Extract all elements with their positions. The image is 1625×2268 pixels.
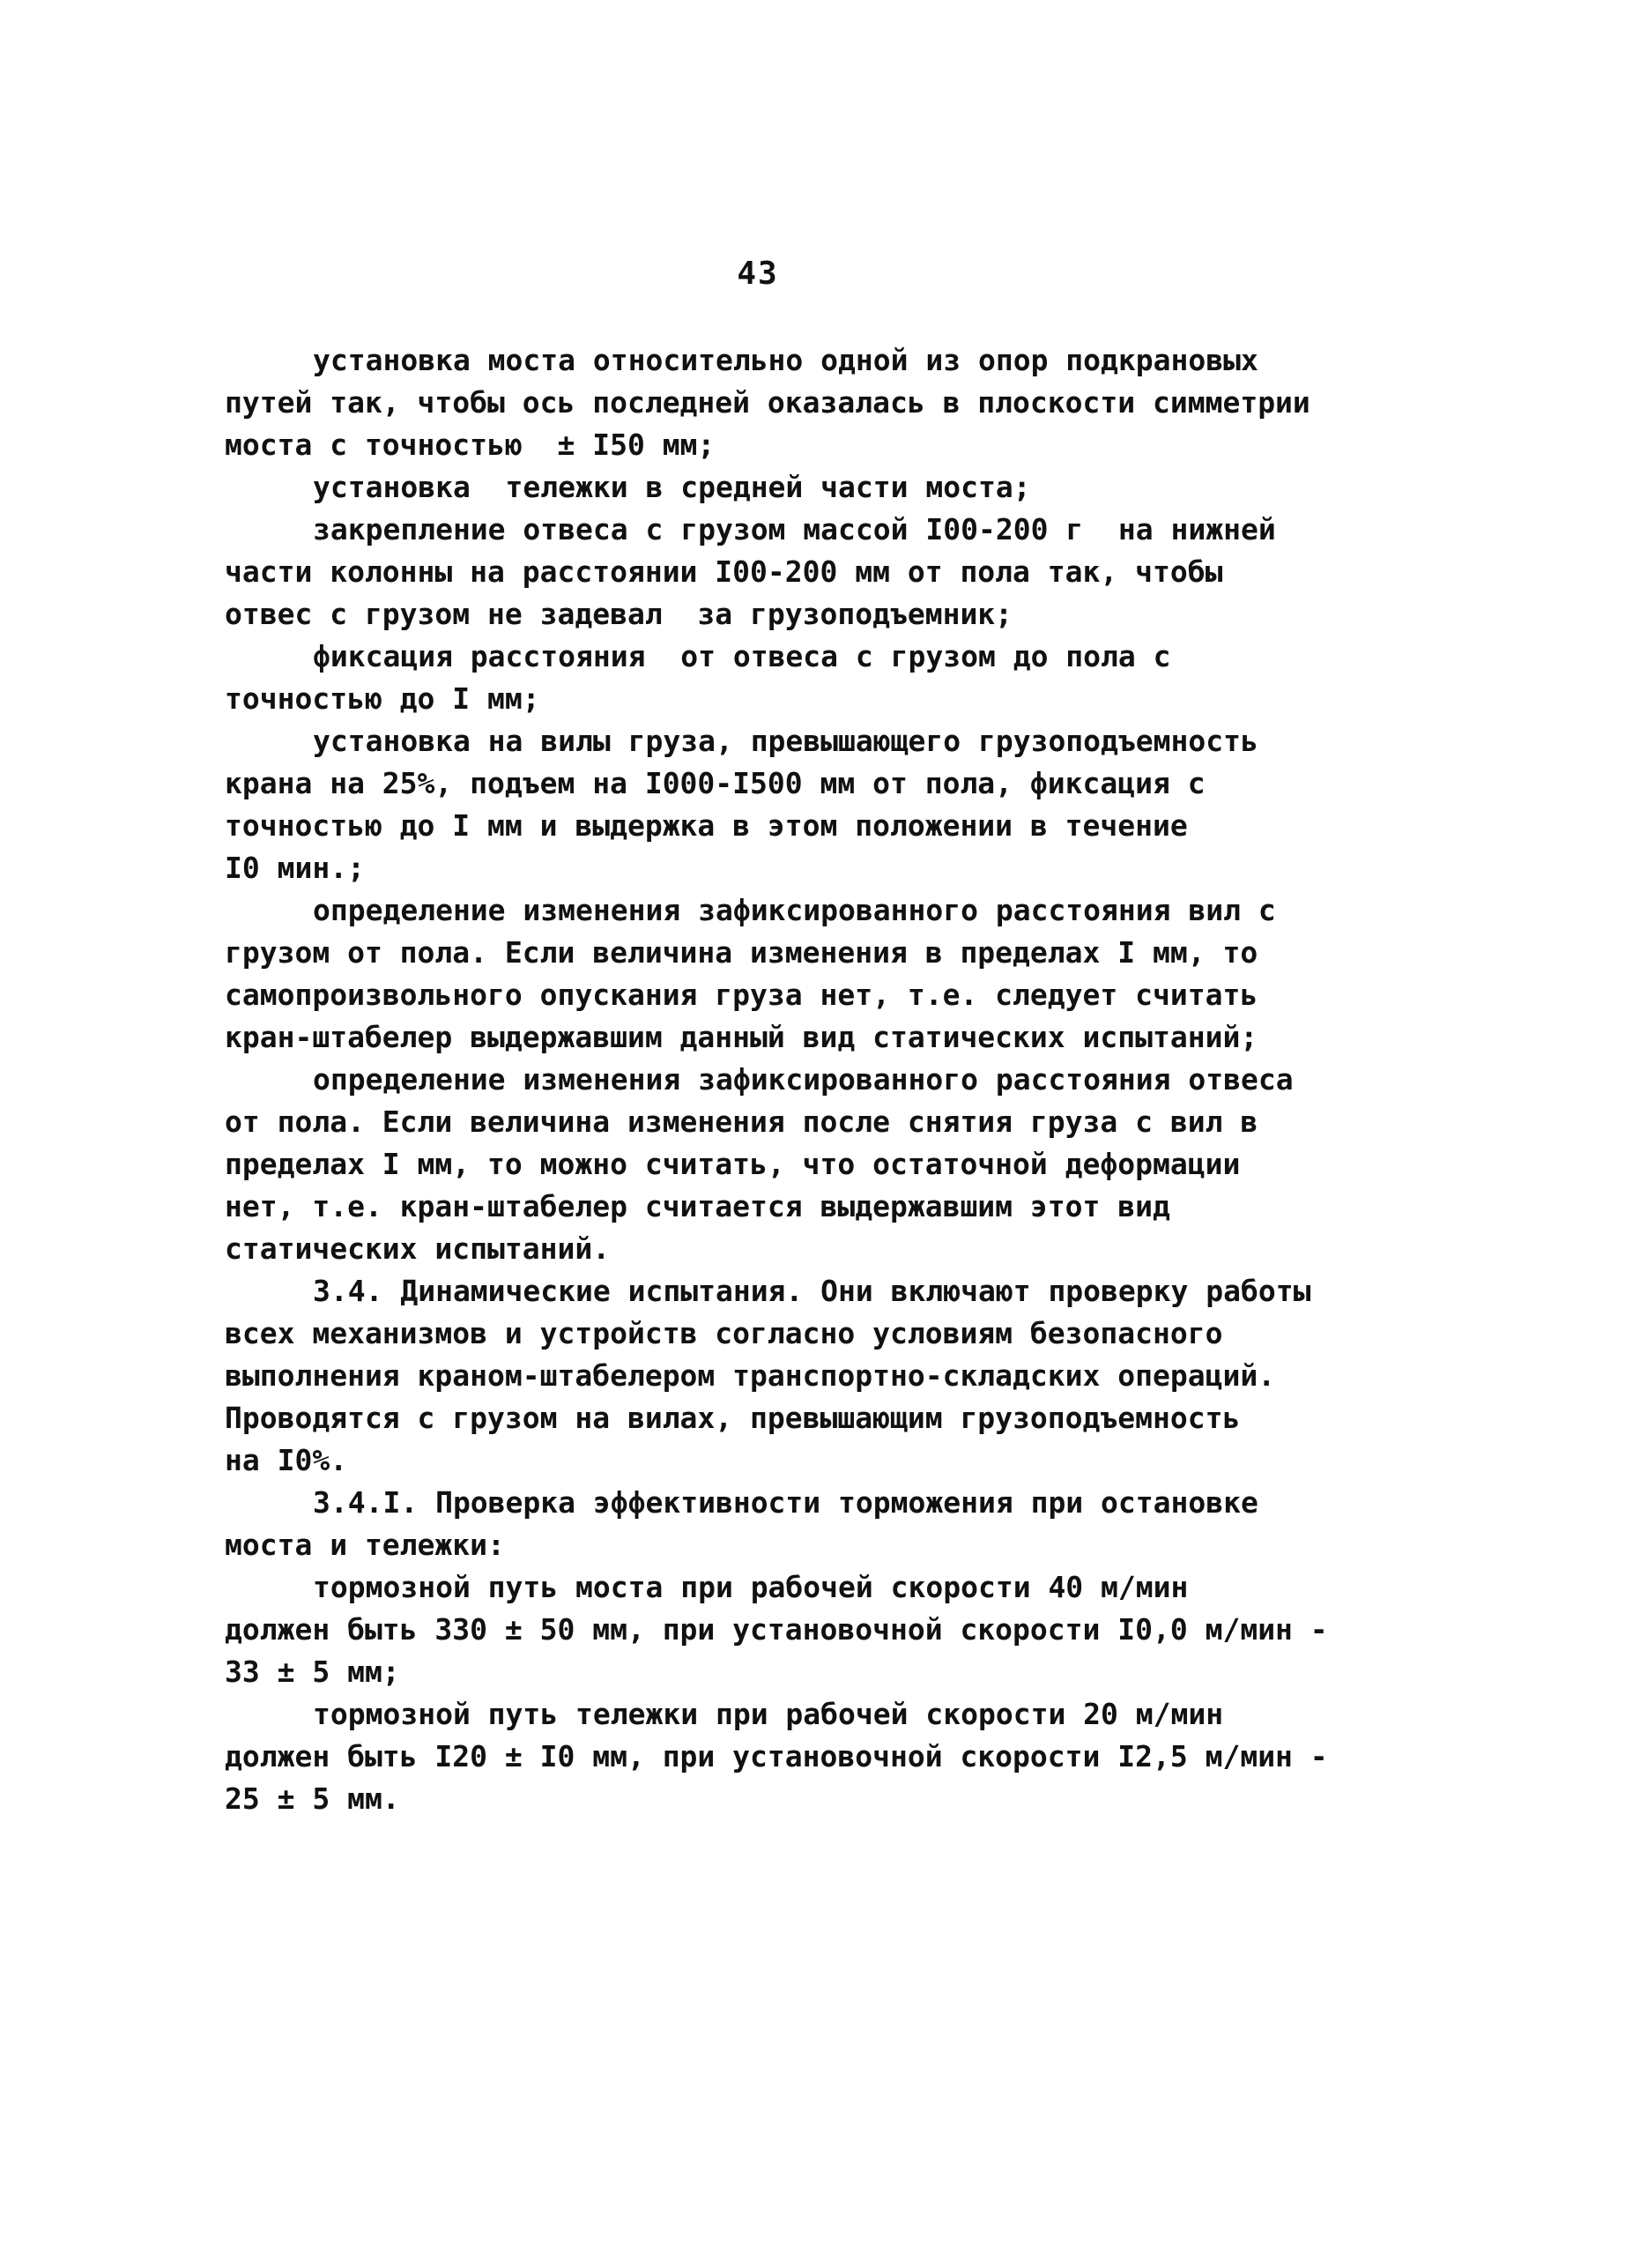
text-line: тормозной путь моста при рабочей скорости 40 м/мин [313,1570,1189,1604]
text-line: определение изменения зафиксированного расстояния вил с [313,893,1276,927]
text-line: фиксация расстояния от отвеса с грузом до пола с [313,639,1171,673]
text-line: нет, т.е. кран-штабелер считается выдержавшим этот вид [225,1189,1170,1223]
text-line: на I0%. [225,1443,348,1477]
text-line: статических испытаний. [225,1231,611,1266]
text-line: тормозной путь тележки при рабочей скорости 20 м/мин [313,1697,1224,1731]
text-line: выполнения краном-штабелером транспортно-складских операций. [225,1358,1276,1393]
text-line: установка моста относительно одной из опор подкрановых [313,343,1258,377]
text-line: 33 ± 5 мм; [225,1655,400,1689]
text-line: 3.4. Динамические испытания. Они включают проверку работы [313,1274,1311,1308]
text-line: грузом от пола. Если величина изменения в пределах I мм, то [225,935,1258,970]
text-line: I0 мин.; [225,851,365,885]
text-line: должен быть I20 ± I0 мм, при установочной скорости I2,5 м/мин - [225,1739,1328,1774]
text-line: всех механизмов и устройств согласно условиям безопасного [225,1316,1223,1350]
text-line: Проводятся с грузом на вилах, превышающим грузоподъемность [225,1401,1241,1435]
text-line: точностью до I мм и выдержка в этом положении в течение [225,808,1188,843]
text-line: отвес с грузом не задевал за грузоподъемник; [225,597,1013,631]
text-line: пределах I мм, то можно считать, что остаточной деформации [225,1147,1241,1181]
text-line: 3.4.I. Проверка эффективности торможения при остановке [313,1485,1258,1520]
text-line: моста и тележки: [225,1528,505,1562]
text-line: моста с точностью ± I50 мм; [225,428,716,462]
text-line: кран-штабелер выдержавшим данный вид статических испытаний; [225,1020,1258,1054]
text-line: путей так, чтобы ось последней оказалась в плоскости симметрии [225,385,1310,420]
text-line: установка на вилы груза, превышающего грузоподъемность [313,724,1258,758]
text-line: 25 ± 5 мм. [225,1781,400,1816]
text-line: точностью до I мм; [225,681,540,716]
text-line: части колонны на расстоянии I00-200 мм от пола так, чтобы [225,554,1223,589]
text-line: определение изменения зафиксированного расстояния отвеса [313,1062,1294,1097]
text-line: установка тележки в средней части моста; [313,470,1031,504]
text-line: крана на 25%, подъем на I000-I500 мм от пола, фиксация с [225,766,1206,800]
body-text [225,339,1335,1820]
text-line: должен быть 330 ± 50 мм, при установочной скорости I0,0 м/мин - [225,1612,1328,1647]
page-number: 43 [737,256,779,292]
text-line: от пола. Если величина изменения после снятия груза с вил в [225,1104,1258,1139]
text-line: закрепление отвеса с грузом массой I00-200 г на нижней [313,512,1276,547]
text-line: самопроизвольного опускания груза нет, т.е. следует считать [225,978,1258,1012]
